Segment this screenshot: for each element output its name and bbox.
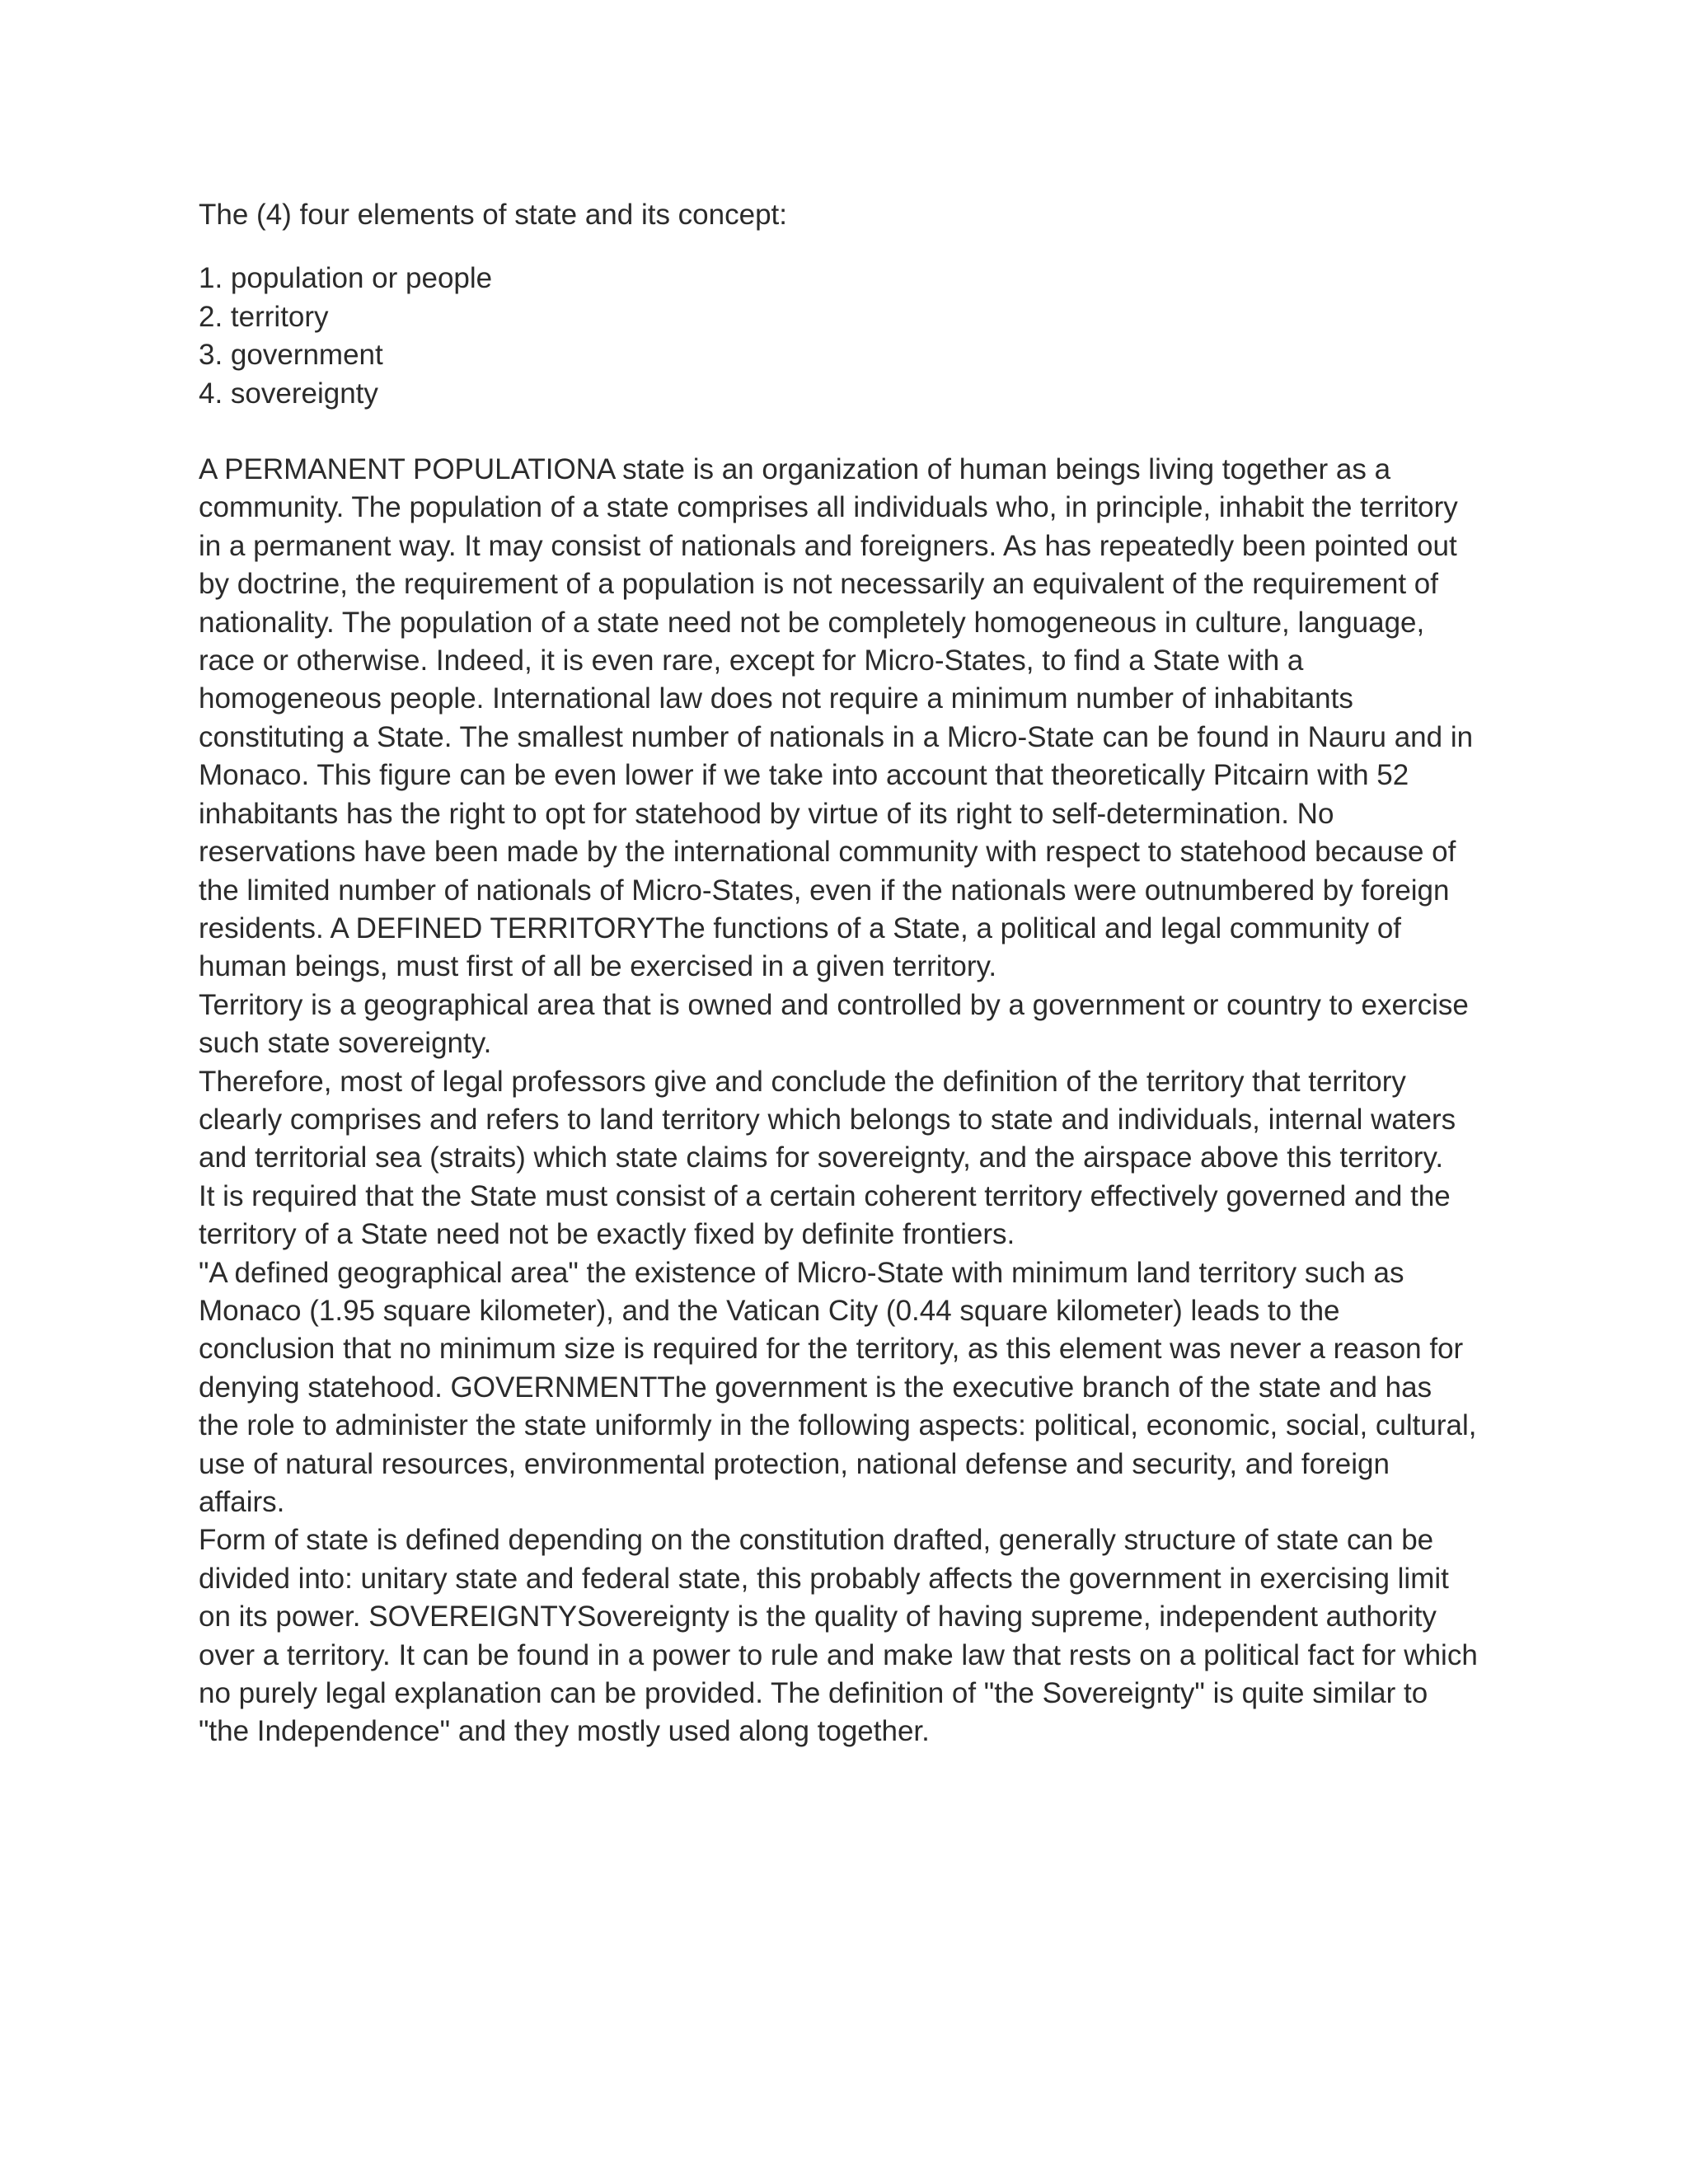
body-line: conclusion that no minimum size is required for the territory, as this element was never a reason for — [199, 1333, 1464, 1366]
body-line: such state sovereignty. — [199, 1027, 492, 1060]
body-line: territory of a State need not be exactly fixed by definite frontiers. — [199, 1218, 1015, 1251]
body-line: A PERMANENT POPULATIONA state is an organization of human beings living together as a — [199, 453, 1391, 486]
body-line: community. The population of a state comprises all individuals who, in principle, inhabit the territory — [199, 491, 1458, 524]
list-item: 3. government — [199, 339, 383, 372]
body-line: Form of state is defined depending on the constitution drafted, generally structure of state can be — [199, 1524, 1434, 1557]
body-line: It is required that the State must consist of a certain coherent territory effectively governed and the — [199, 1179, 1451, 1212]
body-line: on its power. SOVEREIGNTYSovereignty is the quality of having supreme, independent authority — [199, 1601, 1437, 1633]
body-line: divided into: unitary state and federal state, this probably affects the government in exercising limit — [199, 1562, 1449, 1595]
body-line: Therefore, most of legal professors give and conclude the definition of the territory that territory — [199, 1065, 1406, 1098]
body-line: denying statehood. GOVERNMENTThe government is the executive branch of the state and has — [199, 1371, 1432, 1404]
body-line: reservations have been made by the international community with respect to statehood because of — [199, 836, 1456, 869]
list-item: 2. territory — [199, 300, 329, 333]
body-line: use of natural resources, environmental protection, national defense and security, and foreign — [199, 1447, 1390, 1480]
body-line: clearly comprises and refers to land territory which belongs to state and individuals, internal waters — [199, 1103, 1456, 1136]
body-line: "A defined geographical area" the existence of Micro-State with minimum land territory such as — [199, 1256, 1404, 1289]
elements-list — [199, 260, 1517, 413]
body-line: by doctrine, the requirement of a population is not necessarily an equivalent of the requirement of — [199, 568, 1438, 601]
body-line: over a territory. It can be found in a power to rule and make law that rests on a political fact for which — [199, 1638, 1478, 1671]
list-item: 1. population or people — [199, 262, 493, 295]
body-line: "the Independence" and they mostly used along together. — [199, 1715, 930, 1748]
list-item: 4. sovereignty — [199, 377, 378, 410]
body-line: the limited number of nationals of Micro-States, even if the nationals were outnumbered by foreign — [199, 874, 1450, 907]
body-line: and territorial sea (straits) which state claims for sovereignty, and the airspace above this territory. — [199, 1141, 1444, 1174]
body-line: human beings, must first of all be exercised in a given territory. — [199, 950, 997, 983]
body-line: homogeneous people. International law does not require a minimum number of inhabitants — [199, 682, 1353, 715]
body-line: Monaco. This figure can be even lower if we take into account that theoretically Pitcairn with 52 — [199, 759, 1409, 792]
document-heading: The (4) four elements of state and its concept: — [199, 199, 787, 231]
body-line: affairs. — [199, 1486, 285, 1518]
body-text — [199, 451, 1517, 1751]
body-line: nationality. The population of a state need not be completely homogeneous in culture, language, — [199, 606, 1425, 639]
body-line: in a permanent way. It may consist of nationals and foreigners. As has repeatedly been pointed out — [199, 529, 1457, 562]
body-line: inhabitants has the right to opt for statehood by virtue of its right to self-determination. No — [199, 797, 1334, 830]
document-content — [199, 196, 1517, 1751]
body-line: Monaco (1.95 square kilometer), and the Vatican City (0.44 square kilometer) leads to the — [199, 1294, 1340, 1327]
body-line: residents. A DEFINED TERRITORYThe functions of a State, a political and legal community of — [199, 912, 1402, 944]
body-line: constituting a State. The smallest number of nationals in a Micro-State can be found in Nauru and in — [199, 720, 1474, 753]
body-line: no purely legal explanation can be provided. The definition of "the Sovereignty" is quite similar to — [199, 1677, 1428, 1710]
body-line: Territory is a geographical area that is owned and controlled by a government or country to exercise — [199, 988, 1469, 1021]
body-line: the role to administer the state uniformly in the following aspects: political, economic, social, cultural, — [199, 1409, 1477, 1442]
body-line: race or otherwise. Indeed, it is even rare, except for Micro-States, to find a State with a — [199, 644, 1304, 677]
